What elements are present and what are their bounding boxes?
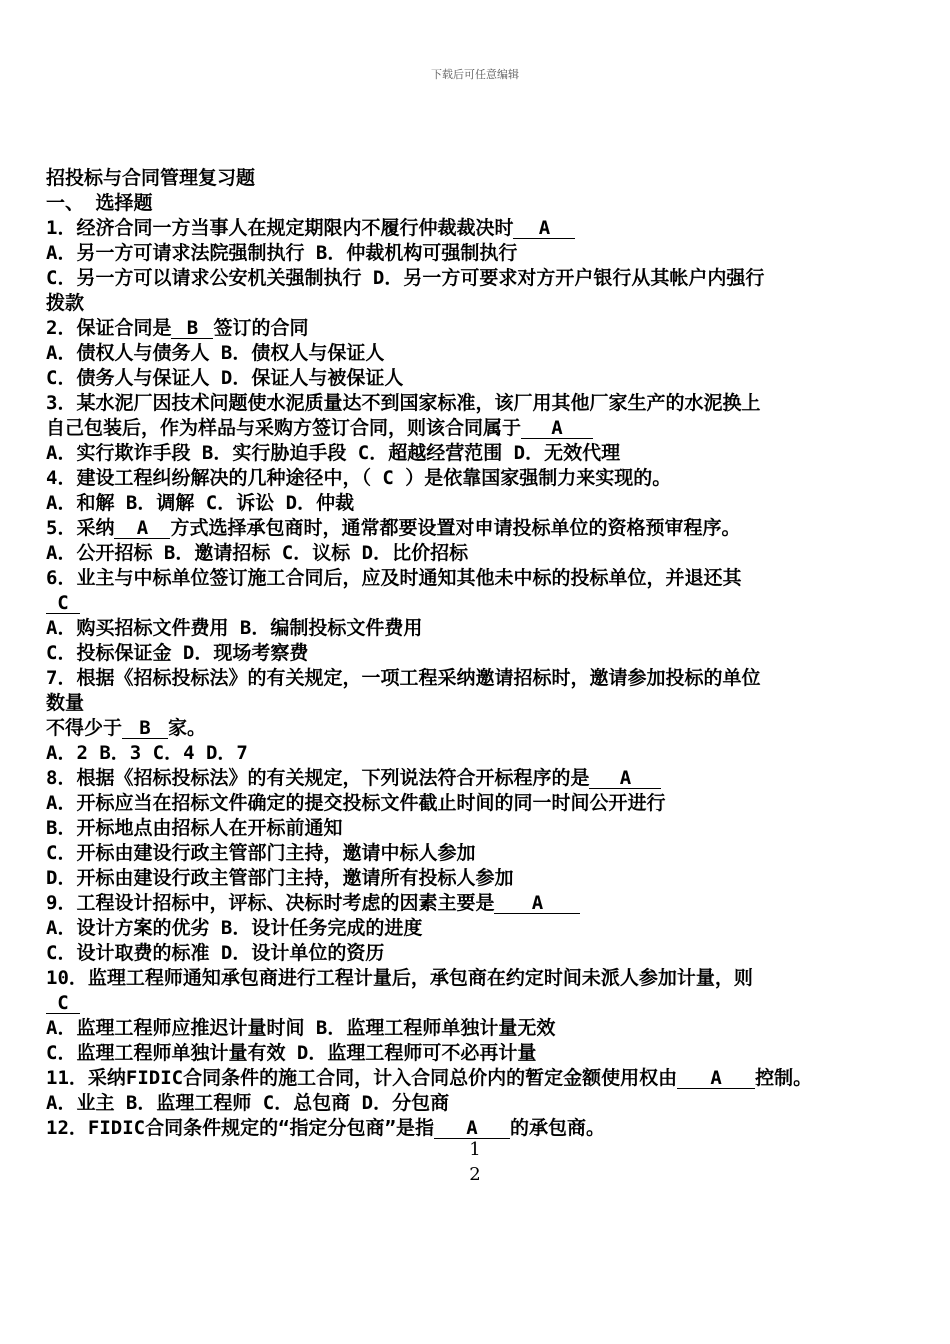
line-text: C．开标由建设行政主管部门主持，邀请中标人参加 (46, 842, 476, 864)
text-line (46, 991, 926, 1016)
line-text: 自己包装后，作为样品与采购方签订合同，则该合同属于 (46, 417, 522, 439)
header-note: 下载后可任意编辑 (431, 68, 519, 81)
text-line (46, 641, 926, 666)
line-text: 不得少于 (46, 717, 123, 739)
text-line (46, 816, 926, 841)
text-line (46, 441, 926, 466)
line-text: A．购买招标文件费用 B．编制投标文件费用 (46, 617, 423, 639)
text-line (46, 416, 926, 441)
line-text-after: 方式选择承包商时，通常都要设置对申请投标单位的资格预审程序。 (170, 517, 741, 539)
text-line (46, 391, 926, 416)
document-title: 招投标与合同管理复习题 (46, 167, 256, 189)
text-line (46, 566, 926, 591)
text-line (46, 691, 926, 716)
line-text-after: 签订的合同 (213, 317, 309, 339)
text-line (46, 966, 926, 991)
answer-blank: B (122, 718, 168, 739)
question-list (46, 216, 926, 1141)
text-line (46, 291, 926, 316)
answer-blank: A (589, 768, 661, 789)
text-line (46, 616, 926, 641)
line-text: A．公开招标 B．邀请招标 C．议标 D．比价招标 (46, 542, 469, 564)
text-line (46, 1041, 926, 1066)
line-text: 10．监理工程师通知承包商进行工程计量后，承包商在约定时间未派人参加计量，则 (46, 967, 753, 989)
text-line (46, 716, 926, 741)
line-text: A．监理工程师应推迟计量时间 B．监理工程师单独计量无效 (46, 1017, 556, 1039)
answer-blank: A (434, 1118, 510, 1139)
line-text: 数量 (46, 692, 85, 714)
line-text: A．实行欺诈手段 B．实行胁迫手段 C．超越经营范围 D．无效代理 (46, 442, 621, 464)
line-text: C．监理工程师单独计量有效 D．监理工程师可不必再计量 (46, 1042, 537, 1064)
line-text: 11．采纳FIDIC合同条件的施工合同，计入合同总价内的暂定金额使用权由 (46, 1067, 678, 1089)
line-text: A．设计方案的优劣 B．设计任务完成的进度 (46, 917, 423, 939)
text-line (46, 466, 926, 491)
answer-blank: A (494, 893, 580, 914)
line-text: 12．FIDIC合同条件规定的“指定分包商”是指 (46, 1117, 434, 1139)
line-text: A．债权人与债务人 B．债权人与保证人 (46, 342, 385, 364)
text-line (46, 216, 926, 241)
line-text: C．债务人与保证人 D．保证人与被保证人 (46, 367, 404, 389)
text-line (46, 1091, 926, 1116)
text-line (46, 316, 926, 341)
line-text: 拨款 (46, 292, 85, 314)
text-line (46, 341, 926, 366)
text-line (46, 541, 926, 566)
line-text: A．2 B．3 C．4 D．7 (46, 742, 248, 764)
line-text: A．另一方可请求法院强制执行 B．仲裁机构可强制执行 (46, 242, 518, 264)
text-line (46, 491, 926, 516)
text-line (46, 1016, 926, 1041)
line-text: D．开标由建设行政主管部门主持，邀请所有投标人参加 (46, 867, 514, 889)
page-number-2: 2 (469, 1164, 481, 1185)
line-text: A．业主 B．监理工程师 C．总包商 D．分包商 (46, 1092, 450, 1114)
text-line (46, 591, 926, 616)
answer-blank: A (677, 1068, 755, 1089)
text-line (46, 516, 926, 541)
line-text-after: 家。 (168, 717, 207, 739)
line-text: C．另一方可以请求公安机关强制执行 D．另一方可要求对方开户银行从其帐户内强行 (46, 267, 765, 289)
line-text-after: 控制。 (755, 1067, 813, 1089)
answer-blank: B (171, 318, 213, 339)
text-line (46, 866, 926, 891)
text-line (46, 916, 926, 941)
text-line (46, 266, 926, 291)
section-heading: 一、 选择题 (46, 192, 153, 214)
line-text: 4．建设工程纠纷解决的几种途径中，（ C ）是依靠国家强制力来实现的。 (46, 467, 672, 489)
text-line (46, 241, 926, 266)
line-text: 8．根据《招标投标法》的有关规定，下列说法符合开标程序的是 (46, 767, 590, 789)
text-line (46, 941, 926, 966)
answer-blank: A (521, 418, 593, 439)
line-text: A．开标应当在招标文件确定的提交投标文件截止时间的同一时间公开进行 (46, 792, 666, 814)
text-line (46, 841, 926, 866)
line-text: 3．某水泥厂因技术问题使水泥质量达不到国家标准，该厂用其他厂家生产的水泥换上 (46, 392, 761, 414)
text-line (46, 891, 926, 916)
text-line (46, 766, 926, 791)
answer-blank: A (114, 518, 170, 539)
answer-blank: C (46, 593, 80, 614)
line-text: 5．采纳 (46, 517, 115, 539)
line-text: A．和解 B．调解 C．诉讼 D．仲裁 (46, 492, 355, 514)
text-line (46, 1066, 926, 1091)
line-text: 1．经济合同一方当事人在规定期限内不履行仲裁裁决时 (46, 217, 514, 239)
line-text: B．开标地点由招标人在开标前通知 (46, 817, 343, 839)
line-text: 6．业主与中标单位签订施工合同后，应及时通知其他未中标的投标单位，并退还其 (46, 567, 742, 589)
line-text: 9．工程设计招标中，评标、决标时考虑的因素主要是 (46, 892, 495, 914)
line-text: C．设计取费的标准 D．设计单位的资历 (46, 942, 385, 964)
document-body (46, 166, 926, 1141)
answer-blank: A (513, 218, 575, 239)
text-line (46, 666, 926, 691)
text-line (46, 741, 926, 766)
text-line (46, 791, 926, 816)
line-text: 7．根据《招标投标法》的有关规定，一项工程采纳邀请招标时，邀请参加投标的单位 (46, 667, 761, 689)
page-number-1: 1 (469, 1139, 481, 1160)
answer-blank: C (46, 993, 80, 1014)
text-line (46, 366, 926, 391)
line-text-after: 的承包商。 (509, 1117, 605, 1139)
line-text: 2．保证合同是 (46, 317, 172, 339)
line-text: C．投标保证金 D．现场考察费 (46, 642, 309, 664)
